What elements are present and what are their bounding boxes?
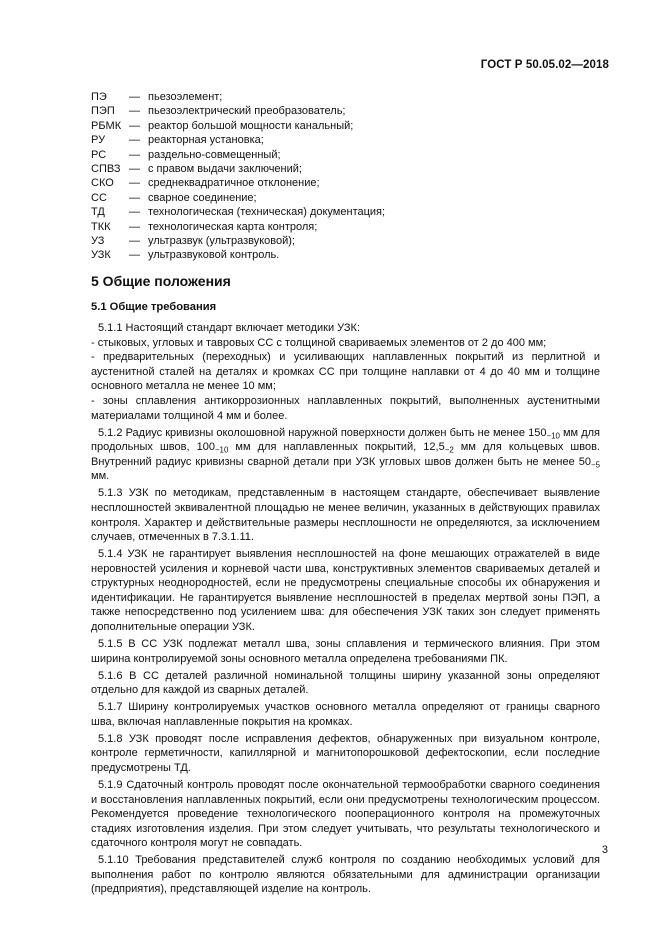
p512-text-4: мм для кольцевых швов. Внутренний радиус кривизны сварной детали при УЗК угловых швов должен быть не менее 50 xyxy=(91,441,600,468)
p512-tolerance-2: −10 xyxy=(214,445,229,455)
abbreviation-term: РУ xyxy=(91,134,106,147)
abbreviation-row xyxy=(91,90,385,104)
abbreviation-row xyxy=(91,104,385,118)
abbreviation-dash: — xyxy=(129,119,140,132)
abbreviation-dash: — xyxy=(129,134,140,147)
abbreviation-row xyxy=(91,162,385,176)
abbreviation-definition: технологическая (техническая) документация; xyxy=(148,206,386,219)
paragraph-5-1-5: 5.1.5 В СС УЗК подлежат металл шва, зоны сплавления и термического влияния. При этом ширина контролируемой зоны основного металла определена требованиями ПК. xyxy=(91,638,600,665)
abbreviation-row xyxy=(91,191,385,205)
document-number: ГОСТ Р 50.05.02—2018 xyxy=(480,59,609,71)
abbreviation-row xyxy=(91,119,385,133)
abbreviation-dash: — xyxy=(129,206,140,219)
abbreviation-definition: реактор большой мощности канальный; xyxy=(148,119,354,132)
abbreviation-definition: пьезоэлектрический преобразователь; xyxy=(148,105,346,118)
paragraph-5-1-10: 5.1.10 Требования представителей служб контроля по созданию необходимых условий для выполнения работ по контролю являются обязательными для администрации организации (предприятия), представляющей изделие на контроль. xyxy=(91,854,600,896)
abbreviation-definition: раздельно-совмещенный; xyxy=(148,148,281,161)
p512-tolerance-3: −2 xyxy=(444,445,454,455)
paragraph-5-1-1-intro: 5.1.1 Настоящий стандарт включает методики УЗК: xyxy=(98,322,361,334)
abbreviation-definition: ультразвук (ультразвуковой); xyxy=(148,235,295,248)
abbreviation-definition: ультразвуковой контроль. xyxy=(148,249,280,262)
abbreviation-definition: сварное соединение; xyxy=(148,191,257,204)
abbreviation-term: ПЭП xyxy=(91,105,115,118)
abbreviation-row xyxy=(91,205,385,219)
p512-tolerance-1: −10 xyxy=(546,430,560,440)
abbreviation-row xyxy=(91,220,385,234)
abbreviation-row xyxy=(91,234,385,248)
abbreviation-definition: пьезоэлемент; xyxy=(148,91,223,103)
abbreviation-term: РС xyxy=(91,148,107,161)
p512-text-1: 5.1.2 Радиус кривизны околошовной наружной поверхности должен быть не менее 150 xyxy=(98,426,547,439)
abbreviation-definition: реакторная установка; xyxy=(148,134,264,147)
abbreviation-definition: среднеквадратичное отклонение; xyxy=(148,177,320,190)
abbreviation-term: УЗ xyxy=(91,235,105,248)
section-title: 5 Общие положения xyxy=(91,273,231,289)
abbreviation-dash: — xyxy=(129,249,140,262)
paragraph-5-1-3: 5.1.3 УЗК по методикам, представленным в настоящем стандарте, обеспечивает выявление несплошностей эквивалентной площадью не менее величин, указанных в действующих правилах контроля. Характер и действительные размеры несплошности не определяются, за исключением случаев, отмеченных в 7.3.1.11. xyxy=(91,487,600,544)
subsection-title: 5.1 Общие требования xyxy=(91,301,217,313)
abbreviation-term: ТКК xyxy=(91,220,111,233)
abbreviation-term: УЗК xyxy=(91,249,111,262)
abbreviation-dash: — xyxy=(129,177,140,190)
paragraph-5-1-1-item-2: - предварительных (переходных) и усиливающих наплавленных покрытий из перлитной и аустенитной сталей на деталях и кромках СС при толщине наплавки от 4 до 40 мм и толщине основного металла не менее 10 мм; xyxy=(91,351,600,393)
abbreviation-dash: — xyxy=(129,191,140,204)
abbreviation-term: СС xyxy=(91,191,107,204)
paragraph-5-1-1-item-1: - стыковых, угловых и тавровых СС с толщиной свариваемых элементов от 2 до 400 мм; xyxy=(91,336,547,349)
abbreviation-dash: — xyxy=(129,220,140,233)
abbreviation-list xyxy=(91,90,385,263)
paragraph-5-1-2 xyxy=(91,426,600,484)
abbreviation-term: СПВЗ xyxy=(91,163,121,176)
abbreviation-dash: — xyxy=(129,163,140,176)
abbreviation-term: ПЭ xyxy=(91,91,107,103)
abbreviation-row xyxy=(91,133,385,147)
abbreviation-row xyxy=(91,248,385,262)
abbreviation-term: СКО xyxy=(91,177,114,190)
abbreviation-definition: технологическая карта контроля; xyxy=(148,220,318,233)
abbreviation-row xyxy=(91,148,385,162)
document-body xyxy=(91,321,600,899)
paragraph-5-1-6: 5.1.6 В СС деталей различной номинальной толщины ширину указанной зоны определяют отдельно для каждой из сварных деталей. xyxy=(91,669,600,697)
abbreviation-definition: с правом выдачи заключений; xyxy=(148,163,302,176)
paragraph-5-1-8: 5.1.8 УЗК проводят после исправления дефектов, обнаруженных при визуальном контроле, контроле герметичности, капиллярной и магнитопорошковой дефектоскопии, если последние предусмотрены ТД. xyxy=(91,732,600,774)
page-number: 3 xyxy=(601,844,608,856)
paragraph-5-1-9: 5.1.9 Сдаточный контроль проводят после окончательной термообработки сварного соединения и восстановления наплавленных покрытий, если они предусмотрены технологическим процессом. Рекомендуется проведение технологического пооперационного контроля на промежуточных стадиях изготовления изделия. При этом следует учитывать, что результаты технологического и сдаточного контроля могут не совпадать. xyxy=(91,778,600,850)
paragraph-5-1-7: 5.1.7 Ширину контролируемых участков основного металла определяют от границы сварного шва, включая наплавленные покрытия на кромках. xyxy=(91,701,600,728)
abbreviation-dash: — xyxy=(129,148,140,161)
abbreviation-term: РБМК xyxy=(91,119,122,132)
paragraph-5-1-4: 5.1.4 УЗК не гарантирует выявления несплошностей на фоне мешающих отражателей в виде неровностей усиления и корневой части шва, конструктивных элементов свариваемых деталей и структурных неоднородностей, если не предусмотрены специальные способы их обнаружения и идентификации. Не гарантируется выявление несплошностей в пределах мертвой зоны ПЭП, а также непосредственно под усилением шва: для обеспечения УЗК таких зон следует применять дополнительные операции УЗК. xyxy=(91,548,600,634)
p512-text-3: мм для наплавленных покрытий, 12,5 xyxy=(228,441,445,454)
p512-text-2: мм для продольных швов, 100 xyxy=(91,426,601,454)
abbreviation-dash: — xyxy=(129,235,140,248)
abbreviation-dash: — xyxy=(129,91,140,103)
paragraph-5-1-1-item-3: - зоны сплавления антикоррозионных наплавленных покрытий, выполненных аустенитными материалами толщиной 4 мм и более. xyxy=(91,394,600,422)
abbreviation-row xyxy=(91,176,385,190)
abbreviation-term: ТД xyxy=(91,206,105,219)
p512-tolerance-4: −5 xyxy=(590,460,600,470)
abbreviation-dash: — xyxy=(129,105,140,118)
p512-text-5: мм. xyxy=(91,470,110,483)
